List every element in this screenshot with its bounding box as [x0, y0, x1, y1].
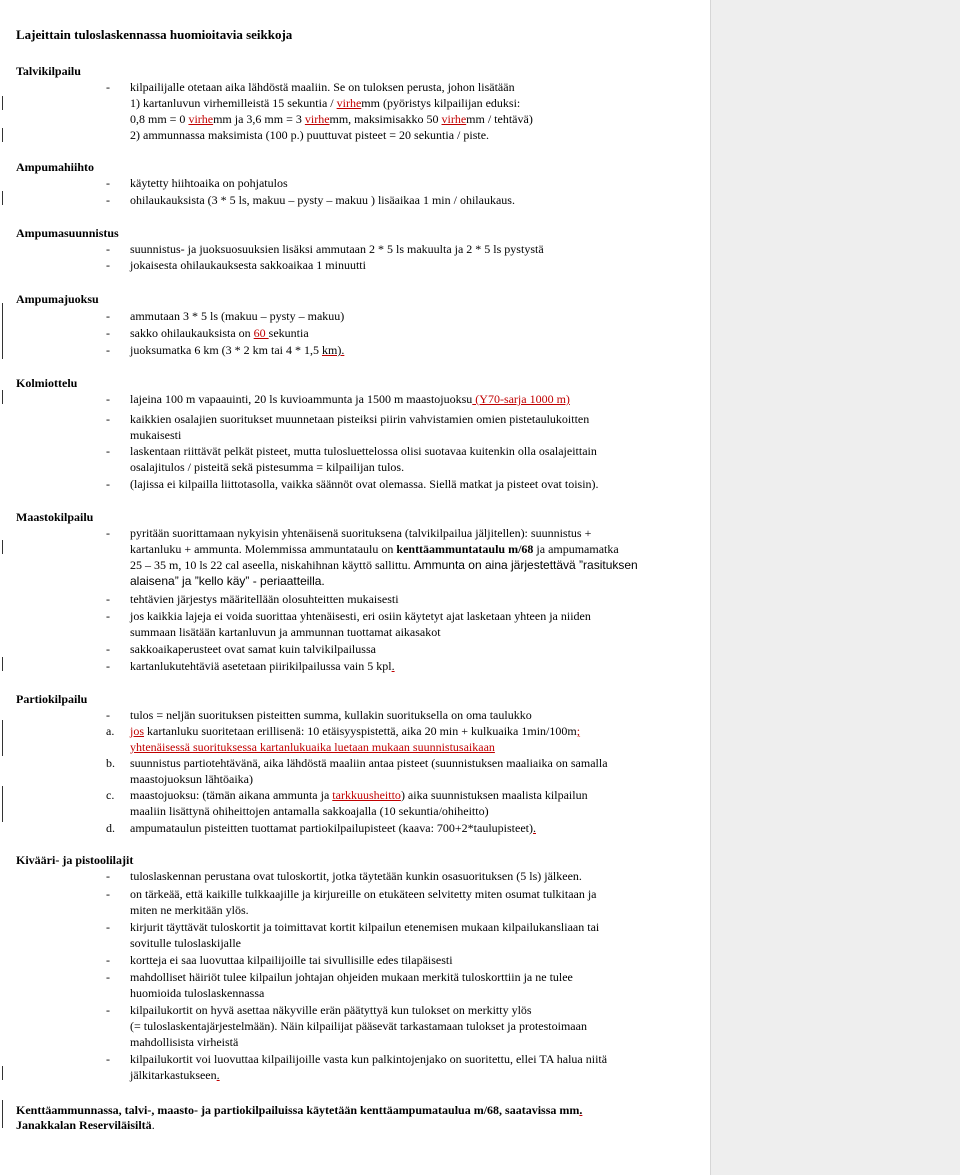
bullet-dash: - — [106, 477, 110, 491]
list-item: juoksumatka 6 km (3 * 2 km tai 4 * 1,5 km). — [130, 343, 345, 357]
footer-note: Kenttäammunnassa, talvi-, maasto- ja partiokilpailuissa käytetään kenttäampumataulua m/68, saatavissa mm. — [16, 1103, 583, 1117]
list-item-continuation: 0,8 mm = 0 virhemm ja 3,6 mm = 3 virhemm, maksimisakko 50 virhemm / tehtävä) — [130, 112, 533, 126]
bullet-dash: - — [106, 708, 110, 722]
list-item-continuation: kartanluku + ammunta. Molemmissa ammuntataulu on kenttäammuntataulu m/68 ja ampumamatka — [130, 542, 619, 556]
change-bar — [2, 96, 3, 110]
list-item-continuation: maaliin lisättynä ohiheittojen antamalla sakkoajalla (10 sekuntia/ohiheitto) — [130, 804, 489, 818]
bullet-dash: - — [106, 1052, 110, 1066]
list-item: (lajissa ei kilpailla liittotasolla, vaikka säännöt ovat olemassa. Siellä matkat ja pisteet ovat toisin). — [130, 477, 599, 491]
list-item-continuation: jälkitarkastukseen. — [130, 1068, 220, 1082]
list-item: ammutaan 3 * 5 ls (makuu – pysty – makuu) — [130, 309, 345, 323]
bullet-dash: - — [106, 193, 110, 207]
list-item-continuation: summaan lisätään kartanluvun ja ammunnan tuottamat aikasakot — [130, 625, 441, 639]
bullet-dash: - — [106, 309, 110, 323]
change-bar — [2, 786, 3, 822]
list-item: kilpailukortit on hyvä asettaa näkyville erän päätyttyä kun tulokset on merkitty ylös — [130, 1003, 532, 1017]
list-item-continuation: 1) kartanluvun virhemilleistä 15 sekuntia / virhemm (pyöristys kilpailijan eduksi: — [130, 96, 521, 110]
bullet-dash: - — [106, 392, 110, 406]
list-item: kaikkien osalajien suoritukset muunnetaan pisteiksi piirin vahvistamien omien pistetaulukoitten — [130, 412, 590, 426]
list-item-continuation: maastojuoksun lähtöaika) — [130, 772, 253, 786]
change-bar — [2, 303, 3, 359]
change-bar — [2, 191, 3, 205]
list-item-continuation: 25 – 35 m, 10 ls 22 cal aseella, niskahihnan käyttö sallittu. Ammunta on aina järjestettävä ”rasituksen — [130, 558, 638, 572]
change-bar — [2, 1100, 3, 1128]
list-item-continuation: alaisena” ja ”kello käy” - periaatteilla. — [130, 574, 325, 588]
list-item: pyritään suorittamaan nykyisin yhtenäisenä suorituksena (talvikilpailua jäljitellen): suunnistus + — [130, 526, 592, 540]
list-marker-c: c. — [106, 788, 115, 802]
list-item: kilpailijalle otetaan aika lähdöstä maaliin. Se on tuloksen perusta, johon lisätään — [130, 80, 515, 94]
bullet-dash: - — [106, 526, 110, 540]
list-item: sakkoaikaperusteet ovat samat kuin talvikilpailussa — [130, 642, 376, 656]
list-item: suunnistus partiotehtävänä, aika lähdöstä maaliin antaa pisteet (suunnistuksen maaliaika on samalla — [130, 756, 608, 770]
bullet-dash: - — [106, 80, 110, 94]
change-bar — [2, 720, 3, 756]
bullet-dash: - — [106, 920, 110, 934]
section-heading-kolmiottelu: Kolmiottelu — [16, 376, 78, 390]
bullet-dash: - — [106, 326, 110, 340]
list-item: on tärkeää, että kaikille tulkkaajille ja kirjureille on etukäteen selvitetty miten osumat tulkitaan ja — [130, 887, 597, 901]
list-marker-b: b. — [106, 756, 115, 770]
list-item-continuation: yhtenäisessä suorituksessa kartanlukuaika luetaan mukaan suunnistusaikaan — [130, 740, 495, 754]
list-item: ampumataulun pisteitten tuottamat partiokilpailupisteet (kaava: 700+2*taulupisteet). — [130, 821, 536, 835]
bullet-dash: - — [106, 642, 110, 656]
section-heading-ampumasuunnistus: Ampumasuunnistus — [16, 226, 119, 240]
list-item: laskentaan riittävät pelkät pisteet, mutta tulosluettelossa olisi suotavaa kuitenkin olla osalajeittain — [130, 444, 597, 458]
list-marker-d: d. — [106, 821, 115, 835]
section-heading-partiokilpailu: Partiokilpailu — [16, 692, 88, 706]
list-marker-a: a. — [106, 724, 115, 738]
section-heading-ampumajuoksu: Ampumajuoksu — [16, 292, 99, 306]
bullet-dash: - — [106, 659, 110, 673]
bullet-dash: - — [106, 258, 110, 272]
list-item: lajeina 100 m vapaauinti, 20 ls kuvioammunta ja 1500 m maastojuoksu (Y70-sarja 1000 m) — [130, 392, 570, 406]
list-item: käytetty hiihtoaika on pohjatulos — [130, 176, 288, 190]
list-item: tulos = neljän suorituksen pisteitten summa, kullakin suorituksella on oma taulukko — [130, 708, 532, 722]
footer-note: Janakkalan Reserviläisiltä. — [16, 1118, 155, 1132]
bullet-dash: - — [106, 242, 110, 256]
section-heading-ampumahiihto: Ampumahiihto — [16, 160, 95, 174]
bullet-dash: - — [106, 343, 110, 357]
page-title: Lajeittain tuloslaskennassa huomioitavia seikkoja — [16, 27, 293, 42]
list-item-continuation: osalajitulos / pisteitä sekä pistesumma = kilpailijan tulos. — [130, 460, 405, 474]
bullet-dash: - — [106, 869, 110, 883]
list-item: ohilaukauksista (3 * 5 ls, makuu – pysty – makuu ) lisäaikaa 1 min / ohilaukaus. — [130, 193, 515, 207]
change-bar — [2, 657, 3, 671]
list-item: jos kaikkia lajeja ei voida suorittaa yhtenäisesti, eri osiin käytetyt ajat lasketaan yhteen ja niiden — [130, 609, 591, 623]
bullet-dash: - — [106, 176, 110, 190]
change-bar — [2, 540, 3, 554]
list-item-continuation: mukaisesti — [130, 428, 182, 442]
list-item: kortteja ei saa luovuttaa kilpailijoille tai sivullisille edes tilapäisesti — [130, 953, 453, 967]
section-heading-talvikilpailu: Talvikilpailu — [16, 64, 81, 78]
list-item: kartanlukutehtäviä asetetaan piirikilpailussa vain 5 kpl. — [130, 659, 395, 673]
bullet-dash: - — [106, 887, 110, 901]
bullet-dash: - — [106, 970, 110, 984]
list-item-continuation: huomioida tuloslaskennassa — [130, 986, 265, 1000]
bullet-dash: - — [106, 1003, 110, 1017]
list-item: kilpailukortit voi luovuttaa kilpailijoille vasta kun palkintojenjako on suoritettu, ellei TA halua niitä — [130, 1052, 608, 1066]
list-item: kirjurit täyttävät tuloskortit ja toimittavat kortit kilpailun etenemisen mukaan kilpailukansliaan tai — [130, 920, 600, 934]
change-bar — [2, 390, 3, 404]
change-bar — [2, 128, 3, 142]
section-heading-kivaari-ja-pistoolilajit: Kivääri- ja pistoolilajit — [16, 853, 134, 867]
list-item-continuation: 2) ammunnassa maksimista (100 p.) puuttuvat pisteet = 20 sekuntia / piste. — [130, 128, 490, 142]
list-item: tuloslaskennan perustana ovat tuloskortit, jotka täytetään kunkin osasuorituksen (5 ls) jälkeen. — [130, 869, 582, 883]
list-item-continuation: (= tuloslaskentajärjestelmään). Näin kilpailijat pääsevät tarkastamaan tulokset ja protestoimaan — [130, 1019, 587, 1033]
bullet-dash: - — [106, 444, 110, 458]
list-item: sakko ohilaukauksista on 60 sekuntia — [130, 326, 309, 340]
list-item-continuation: miten ne merkitään ylös. — [130, 903, 249, 917]
section-heading-maastokilpailu: Maastokilpailu — [16, 510, 94, 524]
bullet-dash: - — [106, 609, 110, 623]
list-item-continuation: mahdollisista virheistä — [130, 1035, 239, 1049]
list-item: tehtävien järjestys määritellään olosuhteitten mukaisesti — [130, 592, 399, 606]
list-item: jokaisesta ohilaukauksesta sakkoaikaa 1 minuutti — [130, 258, 366, 272]
change-bar — [2, 1066, 3, 1080]
bullet-dash: - — [106, 953, 110, 967]
comment-margin-pane — [710, 0, 960, 1175]
list-item: mahdolliset häiriöt tulee kilpailun johtajan ohjeiden mukaan merkitä tuloskorttiin ja ne tulee — [130, 970, 573, 984]
list-item: suunnistus- ja juoksuosuuksien lisäksi ammutaan 2 * 5 ls makuulta ja 2 * 5 ls pystystä — [130, 242, 544, 256]
list-item-continuation: sovitulle tuloslaskijalle — [130, 936, 241, 950]
bullet-dash: - — [106, 592, 110, 606]
list-item: maastojuoksu: (tämän aikana ammunta ja tarkkuusheitto) aika suunnistuksen maalista kilpailun — [130, 788, 588, 802]
list-item: jos kartanluku suoritetaan erillisenä: 10 etäisyyspistettä, aika 20 min + kulkuaika 1min/100m; — [130, 724, 581, 738]
bullet-dash: - — [106, 412, 110, 426]
